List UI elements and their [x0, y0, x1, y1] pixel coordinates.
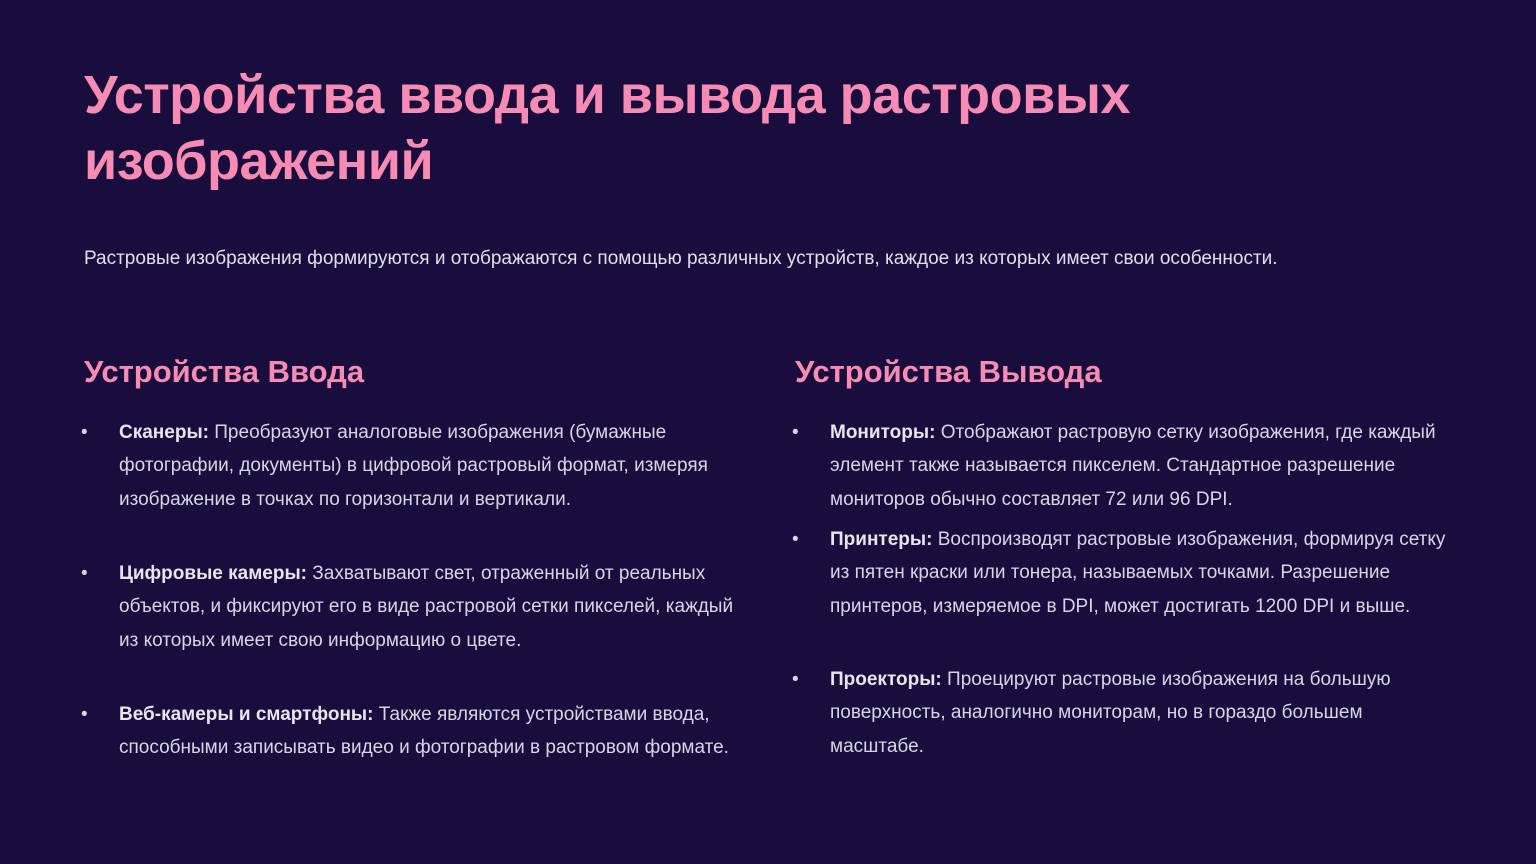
bullet-icon: • — [792, 529, 799, 550]
list-item-description: Также являются устройствами ввода, способными записывать видео и фотографии в растровом формате. — [119, 704, 729, 759]
list-item-text — [830, 523, 1455, 623]
bullet-icon: • — [792, 422, 799, 443]
list-item-text — [830, 416, 1455, 516]
list-item-term: Мониторы: — [830, 422, 936, 443]
list-item-text — [119, 698, 744, 765]
list-item-text — [119, 557, 744, 657]
list-item-text — [830, 663, 1455, 763]
list-item-description: Захватывают свет, отраженный от реальных объектов, и фиксируют его в виде растровой сетки пикселей, каждый из которых имеет свою информацию о цвете. — [119, 563, 734, 651]
bullet-icon: • — [81, 704, 88, 725]
slide-title: Устройства ввода и вывода растровых изображений — [84, 65, 1130, 191]
list-item-term: Сканеры: — [119, 422, 209, 443]
output-devices-heading: Устройства Вывода — [795, 354, 1102, 389]
list-item-description: Воспроизводят растровые изображения, формируя сетку из пятен краски или тонера, называемых точками. Разрешение принтеров, измеряемое в DPI, может достигать 1200 DPI и выше. — [830, 529, 1446, 617]
list-item-text — [119, 416, 744, 516]
list-item-term: Проекторы: — [830, 669, 942, 690]
list-item-term: Цифровые камеры: — [119, 563, 308, 584]
list-item-term: Принтеры: — [830, 529, 933, 550]
list-item-description: Проецируют растровые изображения на большую поверхность, аналогично мониторам, но в гораздо большем масштабе. — [830, 669, 1391, 757]
list-item-description: Отображают растровую сетку изображения, где каждый элемент также называется пикселем. Стандартное разрешение мониторов обычно составляет 72 или 96 DPI. — [830, 422, 1436, 510]
bullet-icon: • — [81, 422, 88, 443]
bullet-icon: • — [81, 563, 88, 584]
input-devices-heading: Устройства Ввода — [84, 354, 365, 389]
input-devices-section — [81, 350, 744, 759]
output-devices-section — [792, 350, 1455, 757]
list-item-description: Преобразуют аналоговые изображения (бумажные фотографии, документы) в цифровой растровый формат, измеряя изображение в точках по горизонтали и вертикали. — [119, 422, 708, 510]
slide-subtitle: Растровые изображения формируются и отображаются с помощью различных устройств, каждое из которых имеет свои особенности. — [84, 248, 1278, 269]
bullet-icon: • — [792, 669, 799, 690]
list-item-term: Веб-камеры и смартфоны: — [119, 704, 374, 725]
